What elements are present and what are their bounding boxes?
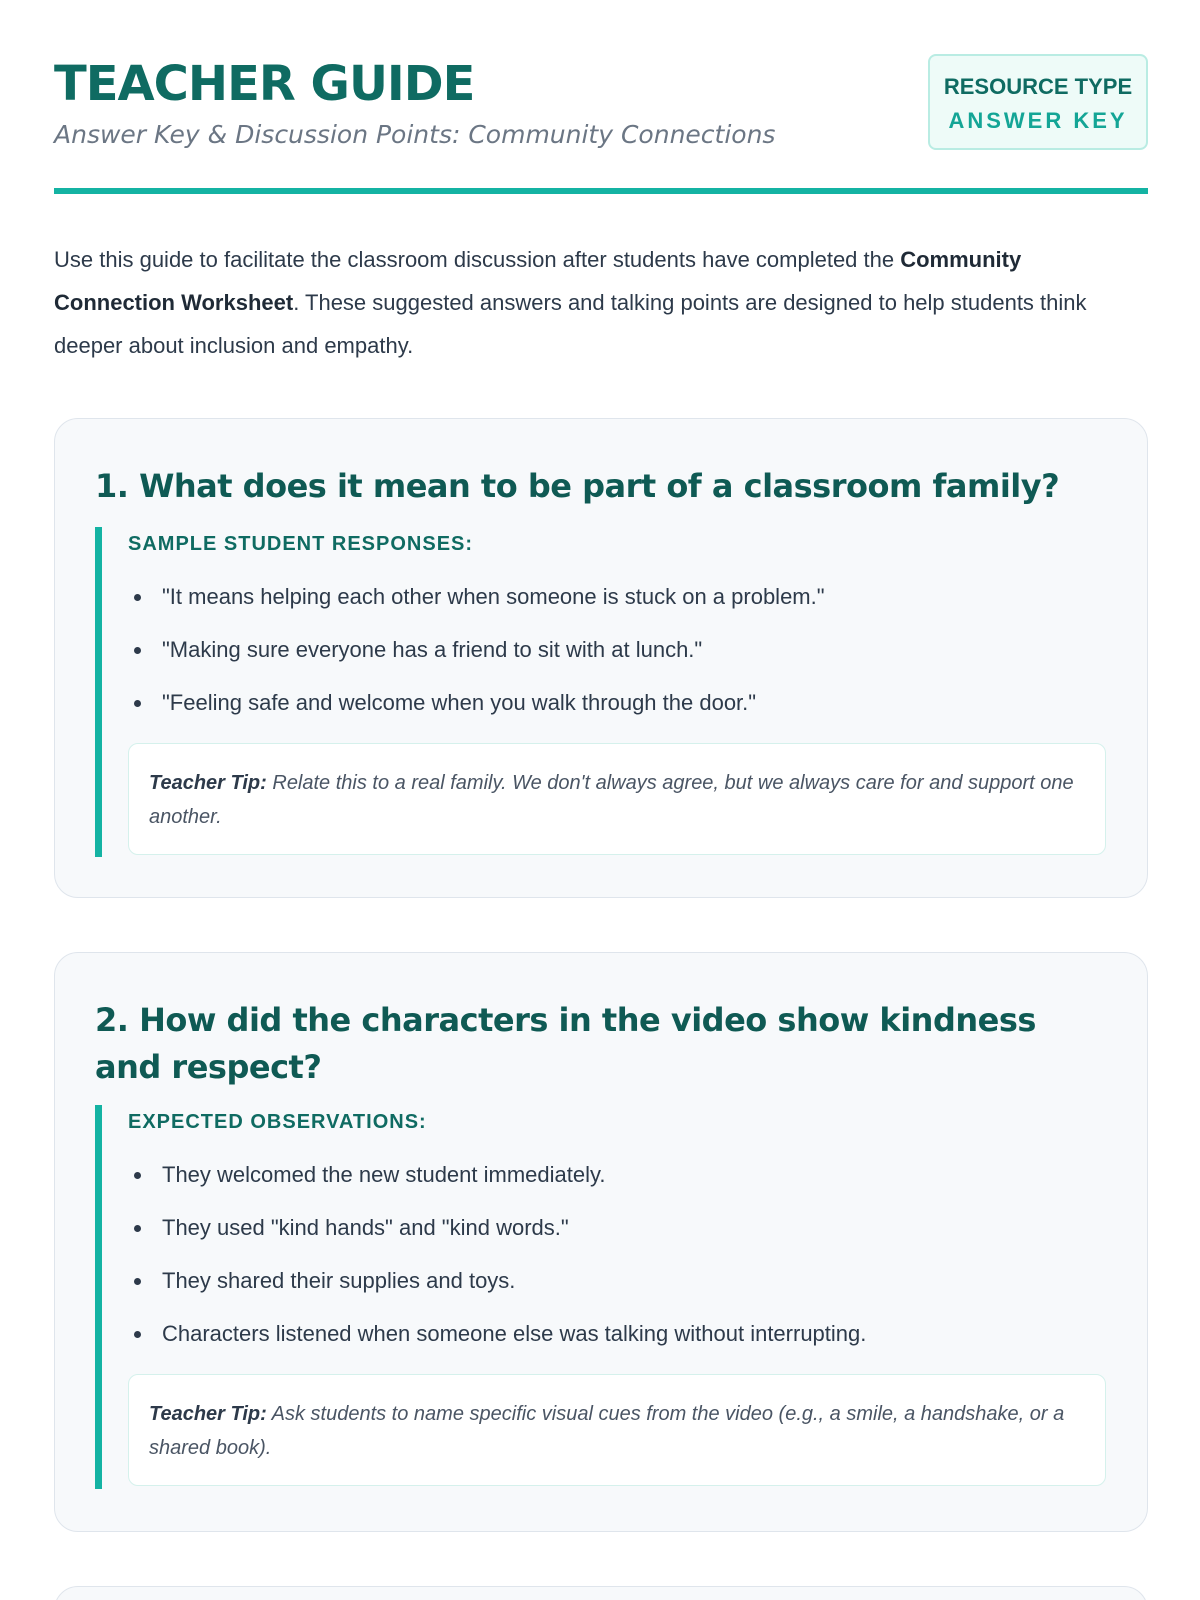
observations-list bbox=[128, 1148, 1107, 1360]
question-card-2 bbox=[54, 952, 1148, 1532]
list-item: "Feeling safe and welcome when you walk through the door." bbox=[128, 676, 1107, 729]
list-item: "Making sure everyone has a friend to sit with at lunch." bbox=[128, 623, 1107, 676]
responses-list bbox=[128, 570, 1107, 729]
question-title: 1. What does it mean to be part of a classroom family? bbox=[95, 467, 1060, 505]
question-title: 2. How did the characters in the video show kindness and respect? bbox=[95, 1001, 1036, 1086]
intro-paragraph bbox=[54, 238, 1148, 367]
page-title: TEACHER GUIDE bbox=[54, 56, 475, 112]
intro-bold-worksheet: Community Connection Worksheet bbox=[54, 247, 1022, 315]
list-item: They used "kind hands" and "kind words." bbox=[128, 1201, 1107, 1254]
list-item: Characters listened when someone else was talking without interrupting. bbox=[128, 1307, 1107, 1360]
responses-heading: SAMPLE STUDENT RESPONSES: bbox=[128, 533, 474, 555]
list-item: "It means helping each other when someone is stuck on a problem." bbox=[128, 570, 1107, 623]
list-item: They welcomed the new student immediately. bbox=[128, 1148, 1107, 1201]
resource-type-value: ANSWER KEY bbox=[948, 108, 1128, 133]
teacher-tip-text: Ask students to name specific visual cues from the video (e.g., a smile, a handshake, or a shared book). bbox=[149, 1403, 1065, 1459]
teacher-tip bbox=[128, 743, 1106, 855]
page-header bbox=[54, 0, 1148, 194]
question-card-3-partial bbox=[54, 1586, 1148, 1600]
page-subtitle: Answer Key & Discussion Points: Community Connections bbox=[54, 120, 776, 149]
resource-type-label: RESOURCE TYPE bbox=[943, 74, 1133, 99]
list-item: They shared their supplies and toys. bbox=[128, 1254, 1107, 1307]
teacher-tip-label: Teacher Tip: bbox=[149, 772, 267, 794]
responses-block bbox=[95, 527, 1107, 857]
intro-text-after: . These suggested answers and talking points are designed to help students think deeper about inclusion and empathy. bbox=[54, 290, 1087, 358]
teacher-tip bbox=[128, 1374, 1106, 1486]
question-card-1 bbox=[54, 418, 1148, 898]
teacher-tip-text: Relate this to a real family. We don't always agree, but we always care for and support one another. bbox=[149, 772, 1074, 828]
intro-text-before: Use this guide to facilitate the classroom discussion after students have completed the bbox=[54, 247, 901, 272]
teacher-tip-label: Teacher Tip: bbox=[149, 1403, 267, 1425]
teacher-guide-page bbox=[54, 0, 1148, 1459]
observations-block bbox=[95, 1105, 1107, 1489]
observations-heading: EXPECTED OBSERVATIONS: bbox=[128, 1111, 427, 1133]
resource-type-badge bbox=[928, 54, 1148, 150]
